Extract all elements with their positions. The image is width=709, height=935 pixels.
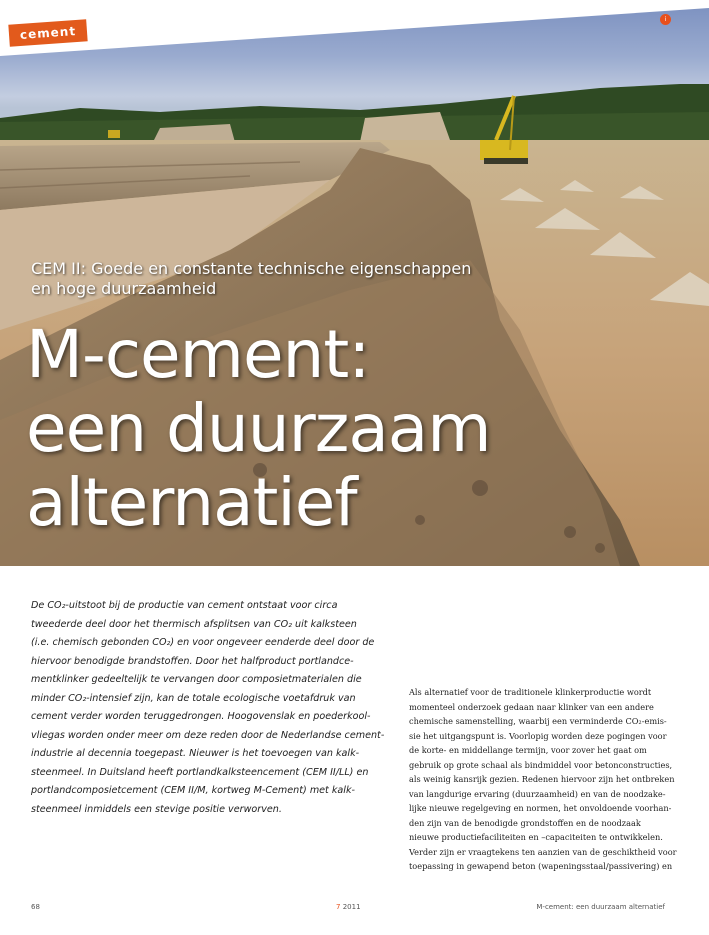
body-line: de korte- en middellange termijn, voor zover het gaat om (409, 745, 647, 755)
lead-line: portlandcomposietcement (CEM II/M, kortweg M-Cement) met kalk- (31, 785, 355, 796)
body-line: nieuwe productiefaciliteiten en –capaciteiten te ontwikkelen. (409, 832, 663, 842)
body-line: Als alternatief voor de traditionele klinkerproductie wordt (409, 687, 652, 697)
lead-line: industrie al decennia toegepast. Nieuwer is het toevoegen van kalk- (31, 748, 360, 759)
headline-line: een duurzaam (26, 390, 491, 467)
body-column (409, 685, 677, 874)
body-line: toepassing in gewapend beton (wapeningsstaal/passivering) en (409, 861, 673, 871)
article-headline (26, 318, 666, 540)
body-line: van langdurige ervaring (duurzaamheid) en van de noodzake- (409, 788, 666, 799)
headline-line: alternatief (26, 464, 357, 541)
lead-line: minder CO₂-intensief zijn, kan de totale ecologische voetafdruk van (31, 692, 356, 704)
body-line: sie het uitgangspunt is. Voorlopig worden deze pogingen voor (409, 730, 667, 741)
headline-line: M-cement: (26, 316, 370, 393)
body-line: lijke nieuwe regelgeving en normen, het onvoldoende voorhan- (409, 803, 672, 813)
lead-paragraph (31, 597, 385, 819)
lead-line: mentklinker gedeeltelijk te vervangen door composietmaterialen die (31, 674, 362, 685)
body-line: gebruik op grote schaal als bindmiddel voor betonconstructies, (409, 759, 673, 770)
body-line: chemische samenstelling, waarbij een verminderde CO₂-emis- (409, 716, 667, 726)
issue-year: 2011 (342, 903, 361, 911)
lead-line: steenmeel inmiddels een stevige positie verworven. (31, 803, 282, 815)
page-marker-dot: i (660, 14, 671, 25)
issue-number: 7 (336, 903, 341, 911)
lead-line: tweederde deel door het thermisch afsplitsen van CO₂ uit kalksteen (31, 618, 357, 630)
brand-logo-text: cement (19, 24, 77, 42)
body-line: momenteel onderzoek gedaan naar klinker van een andere (409, 701, 654, 712)
lead-line: (i.e. chemisch gebonden CO₂) en voor ongeveer eenderde deel door de (31, 637, 375, 648)
body-line: als weinig kansrijk gezien. Redenen hiervoor zijn het ontbreken (409, 774, 675, 784)
lead-line: cement verder worden teruggedrongen. Hoogovenslak en poederkool- (31, 711, 371, 722)
page-number: 68 (31, 903, 40, 911)
lead-line: hiervoor benodigde brandstoffen. Door het halfproduct portlandce- (31, 655, 354, 667)
kicker-line: en hoge duurzaamheid (31, 279, 217, 298)
lead-line: vliegas worden onder meer om deze reden door de Nederlandse cement- (31, 729, 385, 741)
article-kicker (31, 259, 531, 299)
body-line: Verder zijn er vraagtekens ten aanzien van de geschiktheid voor (409, 846, 677, 857)
page-footer (0, 903, 709, 915)
kicker-line: CEM II: Goede en constante technische eigenschappen (31, 259, 472, 278)
issue-label (336, 903, 361, 911)
body-line: den zijn van de benodigde grondstoffen en de noodzaak (409, 817, 641, 828)
lead-line: De CO₂-uitstoot bij de productie van cement ontstaat voor circa (31, 600, 338, 611)
running-title: M-cement: een duurzaam alternatief (536, 903, 665, 911)
page-corner (0, 0, 709, 90)
lead-line: steenmeel. In Duitsland heeft portlandkalksteencement (CEM II/LL) en (31, 766, 369, 778)
